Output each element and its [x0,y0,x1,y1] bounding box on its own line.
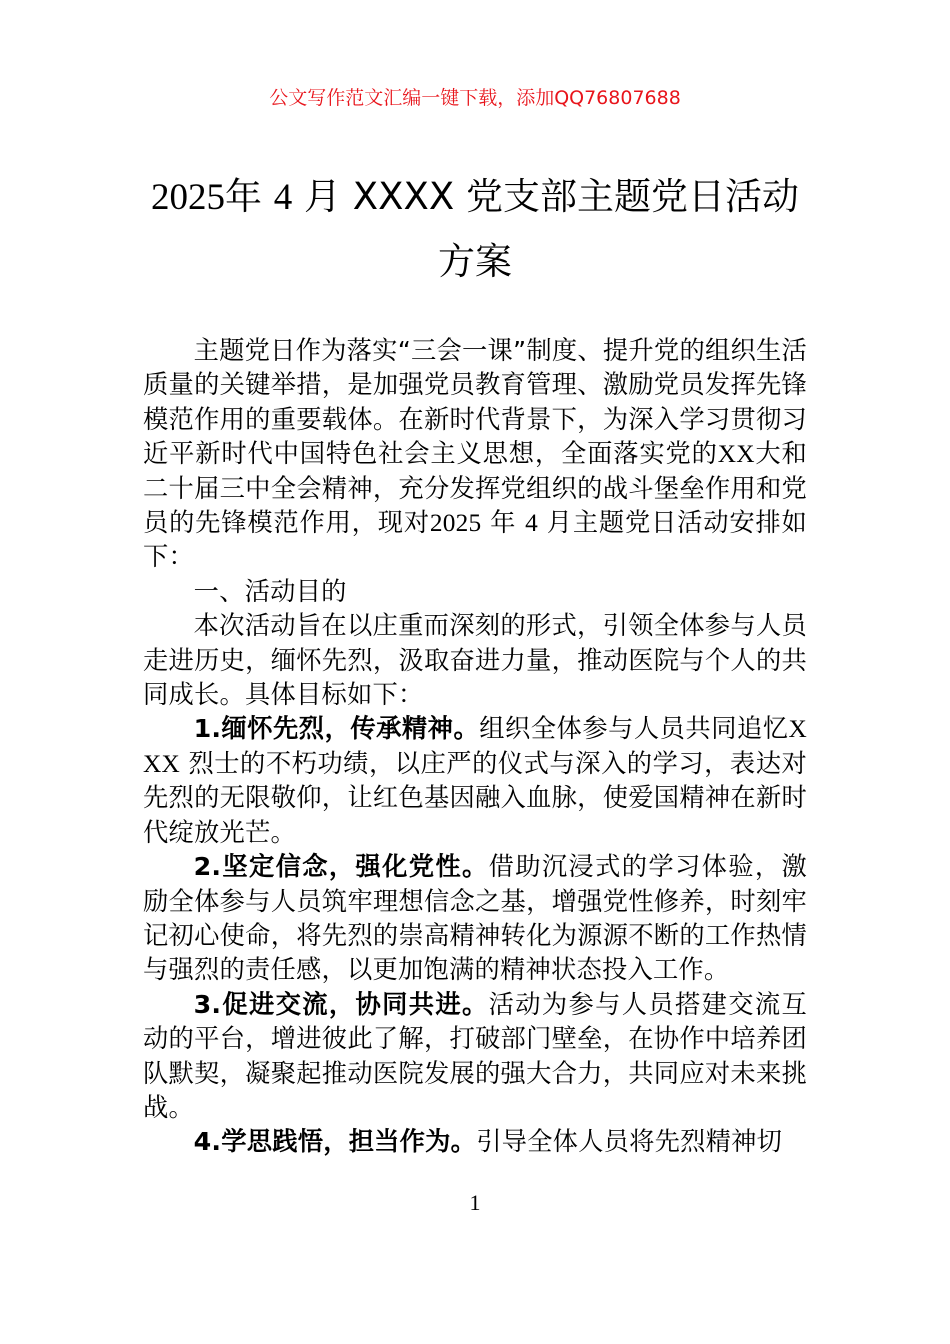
goal-label: 4.学思践悟，担当作为。 [193,1127,477,1157]
page-number: 1 [469,1190,481,1215]
title-year-unit: 年 [225,175,263,218]
intro-text-4: 月主题党日活动安排如下： [143,508,807,572]
intro-xx: XX [717,440,755,469]
section-intro-paragraph: 本次活动旨在以庄重而深刻的形式，引领全体参与人员走进历史，缅怀先烈，汲取奋进力量，推动医院与个人的共同成长。具体目标如下： [143,611,807,710]
intro-text-3: 年 [490,508,517,538]
goal-item-3 [143,988,807,1126]
goal-latin: XXX [143,715,807,778]
goal-item-1 [143,712,807,850]
goal-text: 组织全体参与人员共同追忆 [479,714,789,744]
goal-item-4 [143,1125,807,1159]
goal-item-2 [143,850,807,988]
goal-label: 3.促进交流，协同共进。 [193,989,489,1019]
intro-text-2: 大和二十届三中全会精神，充分发挥党组织的战斗堡垒作用和党员的先锋模范作用，现对 [143,439,807,538]
promo-banner [0,84,950,112]
intro-text-1: 主题党日作为落实“三会一课”制度、提升党的组织生活质量的关键举措，是加强党员教育管理、激励党员发挥先锋模范作用的重要载体。在新时代背景下，为深入学习贯彻习近平新时代中国特色社会主义思想，全面落实党的 [143,336,807,469]
intro-year: 2025 [429,509,482,538]
goal-label: 2.坚定信念，强化党性。 [193,852,489,882]
title-rest: 月 XXXX 党支部主题党日活动方案 [304,175,799,283]
goal-text: 烈士的不朽功绩，以庄严的仪式与深入的学习，表达对先烈的无限敬仰，让红色基因融入血脉，使爱国精神在新时代绽放光芒。 [143,748,807,847]
intro-month: 4 [525,509,538,538]
document-title [140,165,810,294]
intro-paragraph [143,334,807,575]
title-month: 4 [273,177,293,218]
section-heading: 一、活动目的 [193,576,347,606]
document-body [143,334,807,1160]
goal-text: 借助沉浸式的学习体验，激励全体参与人员筑牢理想信念之基，增强党性修养，时刻牢记初心使命，将先烈的崇高精神转化为源源不断的工作热情与强烈的责任感，以更加饱满的精神状态投入工作。 [143,852,807,985]
promo-text: 公文写作范文汇编一键下载，添加QQ76807688 [269,87,681,109]
title-year: 2025 [151,177,226,218]
goal-label: 1.缅怀先烈，传承精神。 [193,714,480,744]
goal-text: 引导全体人员将先烈精神切 [476,1127,783,1157]
goal-text: 活动为参与人员搭建交流互动的平台，增进彼此了解，打破部门壁垒，在协作中培养团队默契，凝聚起推动医院发展的强大合力，共同应对未来挑战。 [143,989,807,1122]
